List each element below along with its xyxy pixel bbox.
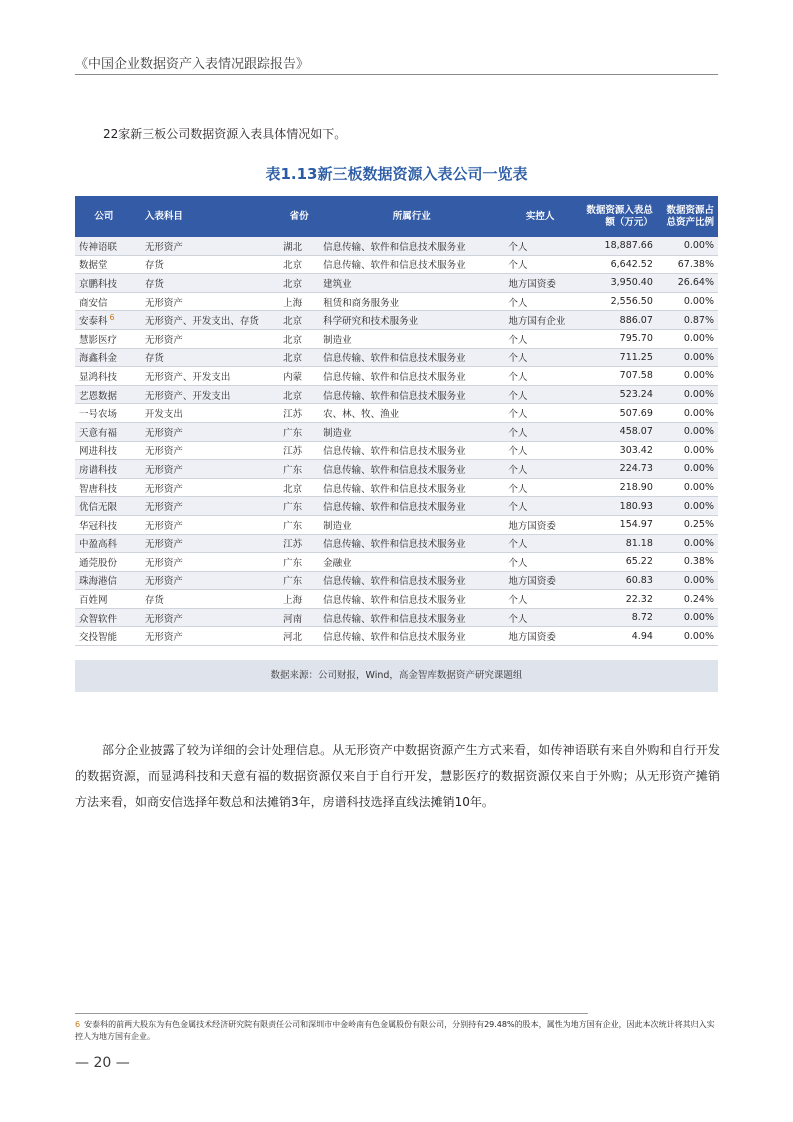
cell-company: 中盈高科 bbox=[75, 534, 133, 553]
cell-ratio: 26.64% bbox=[657, 274, 718, 293]
cell-province: 河北 bbox=[279, 627, 319, 646]
cell-industry: 制造业 bbox=[319, 515, 504, 534]
cell-amount: 458.07 bbox=[576, 422, 657, 441]
footnote-number: 6 bbox=[75, 1020, 81, 1029]
cell-amount: 60.83 bbox=[576, 571, 657, 590]
cell-industry: 建筑业 bbox=[319, 274, 504, 293]
cell-amount: 154.97 bbox=[576, 515, 657, 534]
cell-controller: 个人 bbox=[504, 478, 576, 497]
cell-account: 无形资产 bbox=[133, 478, 279, 497]
cell-controller: 个人 bbox=[504, 553, 576, 572]
cell-amount: 2,556.50 bbox=[576, 292, 657, 311]
cell-company: 房谱科技 bbox=[75, 460, 133, 479]
table-row bbox=[75, 460, 718, 479]
cell-province: 江苏 bbox=[279, 441, 319, 460]
cell-company: 天意有福 bbox=[75, 422, 133, 441]
cell-industry: 信息传输、软件和信息技术服务业 bbox=[319, 441, 504, 460]
cell-industry: 制造业 bbox=[319, 329, 504, 348]
cell-company: 艺恩数据 bbox=[75, 385, 133, 404]
cell-account: 无形资产 bbox=[133, 460, 279, 479]
cell-company: 数据堂 bbox=[75, 255, 133, 274]
cell-amount: 224.73 bbox=[576, 460, 657, 479]
cell-amount: 707.58 bbox=[576, 367, 657, 386]
cell-amount: 523.24 bbox=[576, 385, 657, 404]
table-row bbox=[75, 590, 718, 609]
table-header-row bbox=[75, 196, 718, 237]
cell-ratio: 0.00% bbox=[657, 441, 718, 460]
cell-ratio: 0.00% bbox=[657, 478, 718, 497]
cell-amount: 65.22 bbox=[576, 553, 657, 572]
cell-account: 无形资产 bbox=[133, 571, 279, 590]
cell-company: 百姓网 bbox=[75, 590, 133, 609]
cell-ratio: 0.25% bbox=[657, 515, 718, 534]
cell-industry: 信息传输、软件和信息技术服务业 bbox=[319, 255, 504, 274]
cell-controller: 个人 bbox=[504, 367, 576, 386]
cell-account: 无形资产 bbox=[133, 497, 279, 516]
cell-province: 广东 bbox=[279, 515, 319, 534]
cell-province: 广东 bbox=[279, 460, 319, 479]
table-body bbox=[75, 237, 718, 646]
table-row bbox=[75, 497, 718, 516]
cell-ratio: 0.00% bbox=[657, 534, 718, 553]
cell-ratio: 0.87% bbox=[657, 311, 718, 330]
cell-industry: 租赁和商务服务业 bbox=[319, 292, 504, 311]
body-paragraph: 部分企业披露了较为详细的会计处理信息。从无形资产中数据资源产生方式来看，如传神语联有来自外购和自行开发的数据资源，而显鸿科技和天意有福的数据资源仅来自于自行开发，慧影医疗的数据资源仅来自于外购；从无形资产摊销方法来看，如商安信选择年数总和法摊销3年，房谱科技选择直线法摊销10年。 bbox=[75, 743, 720, 809]
cell-company: 慧影医疗 bbox=[75, 329, 133, 348]
table-row bbox=[75, 348, 718, 367]
cell-industry: 信息传输、软件和信息技术服务业 bbox=[319, 627, 504, 646]
cell-ratio: 0.00% bbox=[657, 348, 718, 367]
cell-province: 广东 bbox=[279, 571, 319, 590]
cell-controller: 地方国有企业 bbox=[504, 311, 576, 330]
cell-company: 众智软件 bbox=[75, 608, 133, 627]
cell-industry: 信息传输、软件和信息技术服务业 bbox=[319, 608, 504, 627]
cell-account: 无形资产 bbox=[133, 292, 279, 311]
cell-amount: 711.25 bbox=[576, 348, 657, 367]
table-row bbox=[75, 274, 718, 293]
table-row bbox=[75, 422, 718, 441]
intro-sentence: 22家新三板公司数据资源入表具体情况如下。 bbox=[103, 127, 347, 141]
cell-ratio: 0.00% bbox=[657, 404, 718, 423]
cell-amount: 180.93 bbox=[576, 497, 657, 516]
table-row bbox=[75, 255, 718, 274]
header-divider bbox=[75, 74, 718, 75]
cell-industry: 科学研究和技术服务业 bbox=[319, 311, 504, 330]
cell-province: 北京 bbox=[279, 385, 319, 404]
cell-ratio: 0.00% bbox=[657, 627, 718, 646]
cell-account: 存货 bbox=[133, 255, 279, 274]
cell-ratio: 0.24% bbox=[657, 590, 718, 609]
page-number: — 20 — bbox=[75, 1055, 130, 1071]
cell-industry: 信息传输、软件和信息技术服务业 bbox=[319, 590, 504, 609]
data-source-note: 数据来源：公司财报，Wind，高金智库数据资产研究课题组 bbox=[75, 660, 718, 692]
cell-ratio: 0.00% bbox=[657, 367, 718, 386]
cell-account: 无形资产 bbox=[133, 422, 279, 441]
cell-ratio: 0.00% bbox=[657, 237, 718, 255]
cell-industry: 信息传输、软件和信息技术服务业 bbox=[319, 571, 504, 590]
table-row bbox=[75, 571, 718, 590]
cell-industry: 信息传输、软件和信息技术服务业 bbox=[319, 460, 504, 479]
table-row bbox=[75, 478, 718, 497]
cell-amount: 303.42 bbox=[576, 441, 657, 460]
table-row bbox=[75, 534, 718, 553]
cell-ratio: 0.00% bbox=[657, 497, 718, 516]
cell-province: 江苏 bbox=[279, 534, 319, 553]
table-row bbox=[75, 385, 718, 404]
report-header-title: 《中国企业数据资产入表情况跟踪报告》 bbox=[75, 57, 310, 72]
cell-controller: 个人 bbox=[504, 590, 576, 609]
cell-industry: 信息传输、软件和信息技术服务业 bbox=[319, 497, 504, 516]
cell-amount: 6,642.52 bbox=[576, 255, 657, 274]
cell-account: 无形资产、开发支出 bbox=[133, 367, 279, 386]
cell-account: 无形资产 bbox=[133, 329, 279, 348]
cell-controller: 个人 bbox=[504, 385, 576, 404]
cell-amount: 886.07 bbox=[576, 311, 657, 330]
cell-province: 内蒙 bbox=[279, 367, 319, 386]
cell-company: 京鹏科技 bbox=[75, 274, 133, 293]
cell-account: 存货 bbox=[133, 348, 279, 367]
header-province: 省份 bbox=[279, 196, 319, 237]
cell-ratio: 0.00% bbox=[657, 329, 718, 348]
cell-province: 北京 bbox=[279, 274, 319, 293]
cell-amount: 218.90 bbox=[576, 478, 657, 497]
cell-industry: 信息传输、软件和信息技术服务业 bbox=[319, 385, 504, 404]
cell-amount: 18,887.66 bbox=[576, 237, 657, 255]
cell-controller: 个人 bbox=[504, 497, 576, 516]
cell-amount: 81.18 bbox=[576, 534, 657, 553]
table-row bbox=[75, 311, 718, 330]
cell-company: 优信无限 bbox=[75, 497, 133, 516]
header-ratio: 数据资源占总资产比例 bbox=[657, 196, 718, 237]
company-name: 安泰科 bbox=[79, 316, 108, 328]
cell-account: 无形资产 bbox=[133, 515, 279, 534]
cell-province: 上海 bbox=[279, 292, 319, 311]
cell-province: 北京 bbox=[279, 478, 319, 497]
cell-province: 上海 bbox=[279, 590, 319, 609]
company-table bbox=[75, 196, 718, 646]
cell-amount: 4.94 bbox=[576, 627, 657, 646]
table-title: 表1.13新三板数据资源入表公司一览表 bbox=[265, 165, 528, 183]
cell-account: 无形资产、开发支出 bbox=[133, 385, 279, 404]
table-row bbox=[75, 627, 718, 646]
cell-province: 河南 bbox=[279, 608, 319, 627]
cell-industry: 农、林、牧、渔业 bbox=[319, 404, 504, 423]
cell-amount: 3,950.40 bbox=[576, 274, 657, 293]
header-company: 公司 bbox=[75, 196, 133, 237]
table-row bbox=[75, 553, 718, 572]
header-controller: 实控人 bbox=[504, 196, 576, 237]
cell-industry: 金融业 bbox=[319, 553, 504, 572]
cell-province: 北京 bbox=[279, 311, 319, 330]
cell-amount: 22.32 bbox=[576, 590, 657, 609]
cell-province: 北京 bbox=[279, 329, 319, 348]
footnote-text: 安泰科的前两大股东为有色金属技术经济研究院有限责任公司和深圳市中金岭南有色金属股份有限公司，分别持有29.48%的股本，属性为地方国有企业，因此本次统计将其归入实控人为地方国有企业。 bbox=[75, 1020, 715, 1041]
cell-province: 江苏 bbox=[279, 404, 319, 423]
table-row bbox=[75, 292, 718, 311]
cell-controller: 个人 bbox=[504, 329, 576, 348]
cell-company: 通莞股份 bbox=[75, 553, 133, 572]
cell-amount: 8.72 bbox=[576, 608, 657, 627]
table-row bbox=[75, 608, 718, 627]
cell-amount: 795.70 bbox=[576, 329, 657, 348]
cell-company: 传神语联 bbox=[75, 237, 133, 255]
cell-company bbox=[75, 311, 133, 330]
cell-province: 广东 bbox=[279, 497, 319, 516]
table-row bbox=[75, 404, 718, 423]
footnote-marker: 6 bbox=[109, 313, 115, 323]
cell-ratio: 0.38% bbox=[657, 553, 718, 572]
cell-account: 无形资产 bbox=[133, 627, 279, 646]
cell-company: 商安信 bbox=[75, 292, 133, 311]
table-row bbox=[75, 441, 718, 460]
cell-ratio: 0.00% bbox=[657, 571, 718, 590]
cell-province: 广东 bbox=[279, 553, 319, 572]
table-row bbox=[75, 367, 718, 386]
header-industry: 所属行业 bbox=[319, 196, 504, 237]
cell-account: 无形资产、开发支出、存货 bbox=[133, 311, 279, 330]
cell-province: 北京 bbox=[279, 348, 319, 367]
cell-company: 华冠科技 bbox=[75, 515, 133, 534]
cell-account: 开发支出 bbox=[133, 404, 279, 423]
footnote bbox=[75, 1019, 720, 1043]
cell-controller: 个人 bbox=[504, 534, 576, 553]
cell-company: 海鑫科金 bbox=[75, 348, 133, 367]
cell-controller: 个人 bbox=[504, 441, 576, 460]
cell-account: 无形资产 bbox=[133, 608, 279, 627]
cell-ratio: 0.00% bbox=[657, 460, 718, 479]
cell-ratio: 0.00% bbox=[657, 385, 718, 404]
cell-ratio: 67.38% bbox=[657, 255, 718, 274]
cell-province: 北京 bbox=[279, 255, 319, 274]
cell-account: 无形资产 bbox=[133, 534, 279, 553]
cell-company: 珠海港信 bbox=[75, 571, 133, 590]
cell-province: 湖北 bbox=[279, 237, 319, 255]
cell-controller: 个人 bbox=[504, 422, 576, 441]
cell-company: 交投智能 bbox=[75, 627, 133, 646]
cell-controller: 个人 bbox=[504, 292, 576, 311]
cell-company: 智唐科技 bbox=[75, 478, 133, 497]
cell-controller: 地方国资委 bbox=[504, 627, 576, 646]
cell-account: 无形资产 bbox=[133, 441, 279, 460]
cell-company: 显鸿科技 bbox=[75, 367, 133, 386]
table-row bbox=[75, 329, 718, 348]
cell-province: 广东 bbox=[279, 422, 319, 441]
cell-account: 存货 bbox=[133, 274, 279, 293]
cell-account: 存货 bbox=[133, 590, 279, 609]
cell-industry: 信息传输、软件和信息技术服务业 bbox=[319, 367, 504, 386]
cell-industry: 信息传输、软件和信息技术服务业 bbox=[319, 237, 504, 255]
cell-industry: 制造业 bbox=[319, 422, 504, 441]
cell-controller: 个人 bbox=[504, 348, 576, 367]
cell-controller: 个人 bbox=[504, 255, 576, 274]
cell-controller: 个人 bbox=[504, 404, 576, 423]
cell-industry: 信息传输、软件和信息技术服务业 bbox=[319, 534, 504, 553]
cell-account: 无形资产 bbox=[133, 237, 279, 255]
cell-industry: 信息传输、软件和信息技术服务业 bbox=[319, 478, 504, 497]
header-account: 入表科目 bbox=[133, 196, 279, 237]
header-amount: 数据资源入表总额（万元） bbox=[576, 196, 657, 237]
table-row bbox=[75, 515, 718, 534]
cell-controller: 地方国资委 bbox=[504, 571, 576, 590]
cell-industry: 信息传输、软件和信息技术服务业 bbox=[319, 348, 504, 367]
cell-account: 无形资产 bbox=[133, 553, 279, 572]
cell-ratio: 0.00% bbox=[657, 422, 718, 441]
cell-ratio: 0.00% bbox=[657, 292, 718, 311]
cell-company: 网进科技 bbox=[75, 441, 133, 460]
cell-controller: 个人 bbox=[504, 608, 576, 627]
cell-controller: 地方国资委 bbox=[504, 515, 576, 534]
footnote-divider bbox=[75, 1013, 588, 1014]
cell-ratio: 0.00% bbox=[657, 608, 718, 627]
cell-controller: 地方国资委 bbox=[504, 274, 576, 293]
cell-company: 一号农场 bbox=[75, 404, 133, 423]
cell-controller: 个人 bbox=[504, 460, 576, 479]
cell-amount: 507.69 bbox=[576, 404, 657, 423]
cell-controller: 个人 bbox=[504, 237, 576, 255]
table-row bbox=[75, 237, 718, 255]
